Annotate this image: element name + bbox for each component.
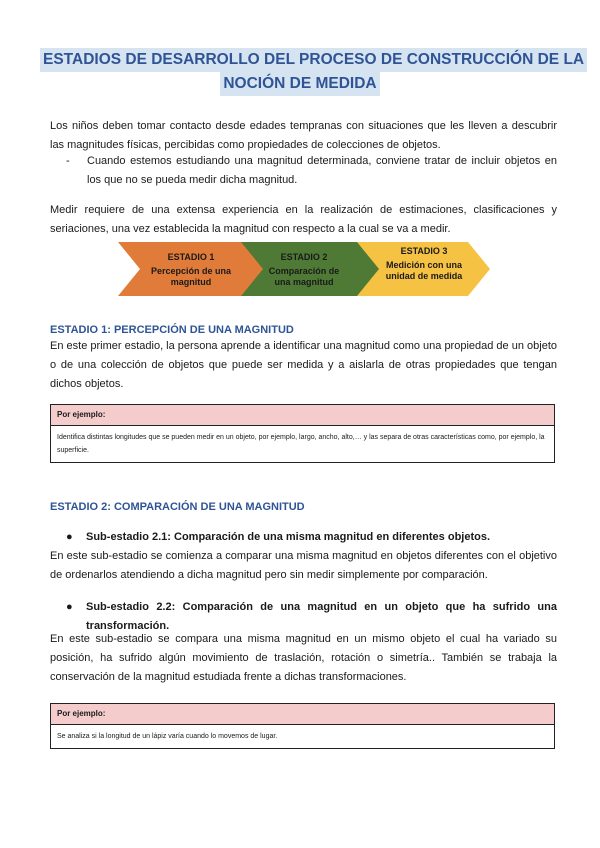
stage-3-name: ESTADIO 3 <box>400 246 448 256</box>
stage-1-desc: Percepción de una magnitud <box>150 266 232 287</box>
stage-3-desc: Medición con una unidad de medida <box>385 260 463 281</box>
section-1-paragraph: En este primer estadio, la persona aprende a identificar una magnitud como una propiedad de un objeto o de una colección de objetos que puede ser medida y a aislarla de otras propiedades que tengan dichos objetos. <box>50 340 557 390</box>
stage-2-name: ESTADIO 2 <box>280 252 328 262</box>
stage-3-label <box>385 246 463 282</box>
dash-marker: - <box>66 155 70 167</box>
sub-stage-2-1-text: En este sub-estadio se comienza a comparar una misma magnitud en objetos diferentes con el objetivo de ordenarlos atendiendo a dicha magnitud pero sin medir simplemente por comparación. <box>50 550 557 581</box>
title-line-2: NOCIÓN DE MEDIDA <box>220 72 379 96</box>
stage-1-name: ESTADIO 1 <box>167 252 215 262</box>
example-box-1-text: Identifica distintas longitudes que se pueden medir en un objeto, por ejemplo, largo, ancho, alto,… y las separa de otras características como, por ejemplo, la superficie. <box>57 434 545 454</box>
title-line-1: ESTADIOS DE DESARROLLO DEL PROCESO DE CONSTRUCCIÓN DE LA <box>40 48 587 72</box>
example-box-2-label: Por ejemplo: <box>51 704 554 725</box>
bullet-marker: ● <box>66 531 73 543</box>
intro-dash-item <box>66 152 557 190</box>
sub-stage-2-2-title: Sub-estadio 2.2: Comparación de una magnitud en un objeto que ha sufrido una transformación. <box>86 601 557 632</box>
medir-paragraph: Medir requiere de una extensa experiencia en la realización de estimaciones, clasificaciones y seriaciones, una vez establecida la magnitud con respecto a la cual se va a medir. <box>50 204 557 235</box>
bullet-marker: ● <box>66 601 73 613</box>
stage-2-label <box>262 252 346 288</box>
document-title <box>40 48 585 96</box>
sub-stage-2-1-title: Sub-estadio 2.1: Comparación de una misma magnitud en diferentes objetos. <box>86 531 491 543</box>
sub-stage-2-1 <box>66 528 557 547</box>
example-box-2-text: Se analiza si la longitud de un lápiz varía cuando lo movemos de lugar. <box>57 733 278 740</box>
example-box-1 <box>50 404 555 463</box>
section-1-heading: ESTADIO 1: PERCEPCIÓN DE UNA MAGNITUD <box>50 324 294 336</box>
stage-2-desc: Comparación de una magnitud <box>268 266 340 287</box>
stage-1-label <box>146 252 236 288</box>
example-box-2 <box>50 703 555 749</box>
intro-paragraph: Los niños deben tomar contacto desde edades tempranas con situaciones que les lleven a descubrir las magnitudes físicas, percibidas como propiedades de colecciones de objetos. <box>50 120 557 151</box>
sub-stage-2-2-text: En este sub-estadio se compara una misma magnitud en un mismo objeto el cual ha variado su posición, ha sufrido algún movimiento de traslación, rotación o simetría.. También se trabaja la conservación de la magnitud estudiada frente a dichas transformaciones. <box>50 633 557 683</box>
dash-item-text: Cuando estemos estudiando una magnitud determinada, conviene tratar de incluir objetos en los que no se pueda medir dicha magnitud. <box>87 155 557 186</box>
example-box-1-label: Por ejemplo: <box>51 405 554 426</box>
section-2-heading: ESTADIO 2: COMPARACIÓN DE UNA MAGNITUD <box>50 501 305 513</box>
